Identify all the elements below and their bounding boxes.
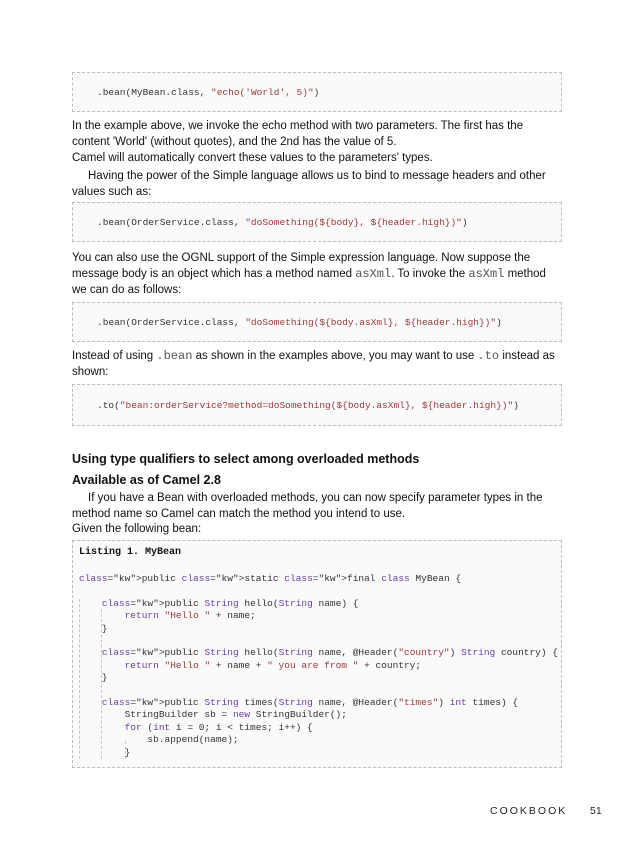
code-line: .to("bean:orderService?method=doSomething(${body.asXml}, ${header.high})") bbox=[97, 400, 519, 411]
code-line: .bean(MyBean.class, "echo('World', 5)") bbox=[97, 87, 320, 98]
section-heading: Using type qualifiers to select among overloaded methods bbox=[72, 452, 420, 466]
paragraph-overloaded-methods: If you have a Bean with overloaded methods, you can now specify parameter types in the method name so Camel can match the method you intend to use. bbox=[72, 492, 543, 520]
listing-line: class="kw">public String times(String name, @Header("times") int times) { bbox=[101, 697, 519, 708]
listing-line: class="kw">public String hello(String name, @Header("country") String country) { bbox=[101, 647, 558, 659]
code-block-echo bbox=[72, 72, 562, 112]
paragraph-given-bean: Given the following bean: bbox=[72, 523, 202, 535]
code-block-header-binding bbox=[72, 202, 562, 242]
code-line: .bean(OrderService.class, "doSomething(${body}, ${header.high})") bbox=[97, 217, 468, 228]
code-listing-mybean bbox=[72, 540, 562, 768]
listing-line: for (int i = 0; i < times; i++) { bbox=[124, 721, 313, 733]
code-block-ognl bbox=[72, 302, 562, 342]
listing-line: } bbox=[79, 622, 108, 634]
listing-line: } bbox=[79, 746, 131, 758]
code-line: .bean(OrderService.class, "doSomething(${body.asXml}, ${header.high})") bbox=[97, 317, 502, 328]
listing-line: } bbox=[79, 672, 108, 684]
paragraph-simple-language: Having the power of the Simple language allows us to bind to message headers and other values such as: bbox=[72, 170, 546, 198]
footer-section-label: COOKBOOK bbox=[490, 805, 568, 817]
listing-line: return "Hello " + name + " you are from " + country; bbox=[124, 659, 422, 671]
subsection-heading: Available as of Camel 2.8 bbox=[72, 473, 221, 487]
paragraph-echo-explanation: In the example above, we invoke the echo method with two parameters. The first has the content 'World' (without quotes), and the 2nd has the value of 5. Camel will automatically convert these values to the parameters' types. bbox=[72, 120, 524, 164]
page-number: 51 bbox=[590, 805, 602, 817]
listing-line: class="kw">public class="kw">static class="kw">final class MyBean { bbox=[79, 573, 462, 584]
paragraph-to-instead: Instead of using .bean as shown in the examples above, you may want to use .to instead as shown: bbox=[72, 349, 555, 378]
listing-line: return "Hello " + name; bbox=[124, 610, 256, 622]
listing-line: class="kw">public String hello(String name) { bbox=[101, 597, 359, 609]
listing-line: sb.append(name); bbox=[79, 734, 239, 746]
listing-title: Listing 1. MyBean bbox=[79, 547, 182, 558]
paragraph-ognl: You can also use the OGNL support of the Simple expression language. Now suppose the message body is an object which has a method named asXml. To invoke the asXml method we can do as follows: bbox=[72, 252, 546, 296]
code-block-to-bean bbox=[72, 384, 562, 426]
listing-line: StringBuilder sb = new StringBuilder(); bbox=[79, 709, 347, 721]
